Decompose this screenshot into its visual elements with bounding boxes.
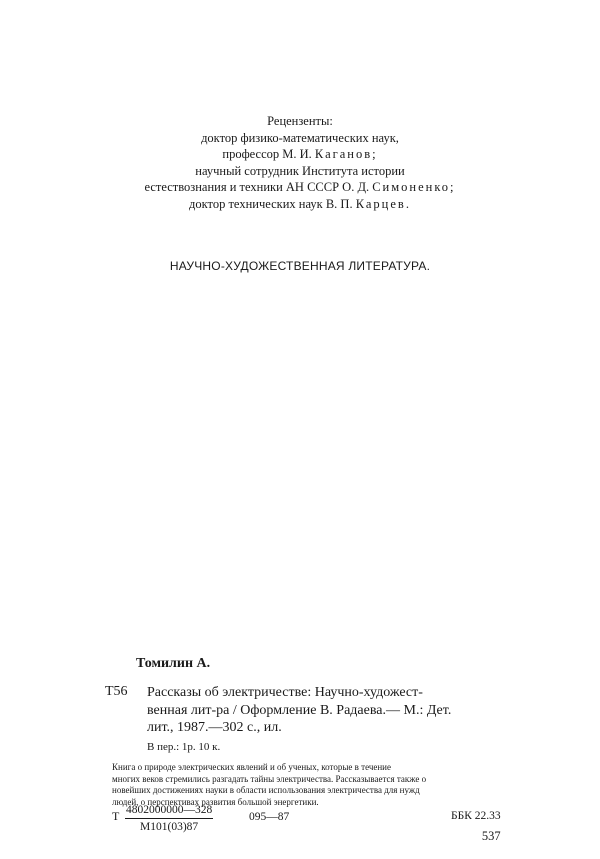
reviewer-line-1: доктор физико-математических наук, <box>201 130 399 145</box>
genre-label: НАУЧНО-ХУДОЖЕСТВЕННАЯ ЛИТЕРАТУРА. <box>169 259 431 273</box>
reviewer-4-title: естествознания и техники АН СССР О. Д. <box>144 180 373 194</box>
bib-line-2: венная лит-ра / Оформление В. Радаева.— М.: Дет. <box>147 702 452 718</box>
reviewer-4-name: Симоненко; <box>372 180 456 194</box>
bbk-block <box>451 806 501 846</box>
catalog-price: В пер.: 1р. 10 к. <box>147 741 221 753</box>
catalog-t-letter: Т <box>112 809 120 823</box>
reviewers-heading: Рецензенты: <box>267 114 333 128</box>
reviewer-line-4 <box>0 179 600 196</box>
annotation-line-1: Книга о природе электрических явлений и об ученых, которые в течение <box>112 762 391 772</box>
bbk-label: ББК 22.33 <box>451 810 501 822</box>
fraction-numerator: 4802000000—328 <box>125 802 213 819</box>
bib-line-3: лит., 1987.—302 с., ил. <box>147 720 282 735</box>
fraction-suffix: 095—87 <box>249 811 290 823</box>
reviewer-line-5 <box>0 196 600 213</box>
catalog-bibliography <box>147 684 507 737</box>
fraction-denominator: М101(03)87 <box>140 821 199 833</box>
reviewer-2-title: профессор М. И. <box>222 147 315 161</box>
reviewer-2-name: Каганов; <box>314 147 378 161</box>
bbk-number: 537 <box>481 829 501 843</box>
annotation-line-3: новейших достижениях науки в области использования электричества для нужд <box>112 785 420 795</box>
reviewer-line-3: научный сотрудник Института истории <box>195 163 405 178</box>
annotation-line-4: людей, о перспективах развития большой энергетики. <box>112 796 319 807</box>
catalog-author: Томилин А. <box>136 656 211 671</box>
annotation-line-2: многих веков стремились разгадать тайны электричества. Рассказывается также о <box>112 773 427 784</box>
reviewers-block <box>0 113 600 212</box>
catalog-fraction <box>125 802 213 835</box>
reviewer-5-title: доктор технических наук В. П. <box>189 196 356 211</box>
bib-line-1: Рассказы об электричестве: Научно-художест- <box>147 685 423 700</box>
catalog-code: Т56 <box>105 684 128 699</box>
reviewer-5-name: Карцев. <box>355 196 411 211</box>
reviewer-line-2 <box>0 146 600 163</box>
